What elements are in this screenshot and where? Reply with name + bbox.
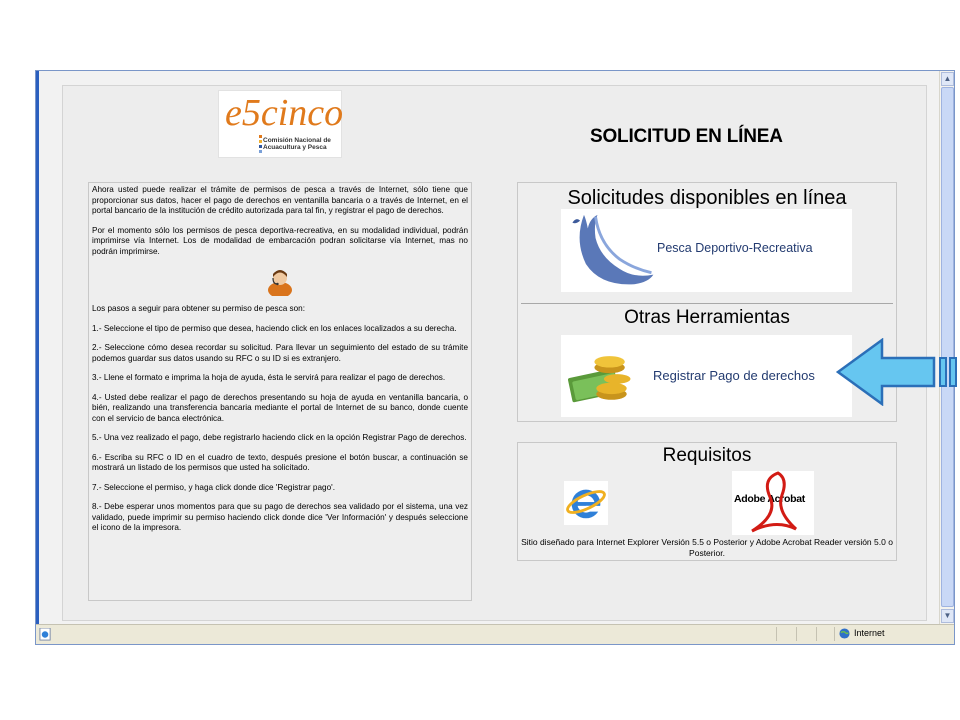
logo-subtitle: Comisión Nacional de Acuacultura y Pesca [263, 137, 331, 151]
online-heading: Solicitudes disponibles en línea [567, 187, 847, 209]
panel-divider [521, 303, 893, 304]
logo-brand: e5cinco [225, 92, 344, 134]
fish-icon [565, 211, 655, 291]
registrar-pago-link[interactable] [561, 335, 852, 417]
step-5: 5.- Una vez realizado el pago, debe registrarlo haciendo click en la opción Registrar Pago de derechos. [92, 433, 467, 442]
status-cell-2 [796, 627, 815, 641]
requirements-heading: Requisitos [662, 445, 752, 466]
requirements-text: Sitio diseñado para Internet Explorer Versión 5.5 o Posterior y Adobe Acrobat Reader versión 5.0 o Posterior. [521, 537, 893, 558]
registrar-pago-label: Registrar Pago de derechos [653, 368, 815, 383]
status-bar [36, 624, 954, 644]
step-1: 1.- Seleccione el tipo de permiso que desea, haciendo click en los enlaces localizados a su derecha. [92, 323, 457, 333]
page-container [62, 85, 927, 621]
steps-heading: Los pasos a seguir para obtener su permiso de pesca son: [92, 304, 306, 313]
browser-window [35, 70, 955, 645]
status-cell-3 [816, 627, 835, 641]
requirements-panel [517, 442, 897, 561]
intro-paragraph-2: Por el momento sólo los permisos de pesca deportiva-recreativa, en su modalidad individual, podrán imprimirse vía Internet. Los de modalidad de embarcación podran solicitarse vía Internet, mas no podrán imprimirse. [92, 225, 468, 256]
logo-dots-icon [259, 135, 262, 155]
conapesca-logo [218, 90, 342, 158]
pesca-deportivo-label: Pesca Deportivo-Recreativa [657, 241, 813, 255]
zone-label: Internet [854, 628, 885, 638]
status-cell-zone [834, 627, 955, 641]
globe-icon [839, 628, 850, 639]
pesca-deportivo-link[interactable] [561, 209, 852, 292]
step-4: 4.- Usted debe realizar el pago de derechos presentando su hoja de ayuda en ventanilla bancaria, o bién, realizando una transferencia bancaria mediante el portal de Internet de su banco, donde cuente con el servicio de banca electrónica. [92, 392, 468, 423]
scroll-up-button[interactable]: ▲ [941, 72, 954, 86]
page-viewport [39, 71, 939, 624]
status-cell-1 [776, 627, 795, 641]
tools-heading: Otras Herramientas [624, 307, 790, 328]
scroll-down-button[interactable]: ▼ [941, 609, 954, 623]
step-8: 8.- Debe esperar unos momentos para que su pago de derechos sea validado por el sistema, una vez validado, puede imprimir su permiso haciendo click donde dice 'Ver Información' y después seleccione el icono de la impresora. [92, 502, 468, 532]
step-7: 7.- Seleccione el permiso, y haga click donde dice 'Registrar pago'. [92, 482, 335, 492]
ie-page-icon [39, 628, 52, 641]
money-icon [563, 339, 641, 415]
acrobat-symbol-icon [732, 471, 814, 535]
intro-paragraph-1: Ahora usted puede realizar el trámite de permisos de pesca a través de Internet, sólo tiene que proporcionar sus datos, hacer el pago de derechos en ventanilla bancaria o a través de Internet, en el portal bancario de la institución de crédito autorizada para tal fin, y registrar el pago de derechos. [92, 185, 468, 215]
step-3: 3.- Llene el formato e imprima la hoja de ayuda, ésta le servirá para realizar el pago de derechos. [92, 373, 446, 382]
internet-explorer-icon [563, 481, 609, 525]
adobe-acrobat-icon [732, 471, 814, 535]
page-title: SOLICITUD EN LÍNEA [590, 126, 783, 147]
step-2: 2.- Seleccione cómo desea recordar su solicitud. Para llevar un seguimiento del estado de su trámite podemos guardar sus datos usando su RFC o su ID si es extranjero. [92, 343, 468, 363]
agent-icon [265, 266, 295, 296]
instructions-panel [88, 182, 472, 601]
blue-arrow-icon [836, 338, 960, 406]
step-6: 6.- Escriba su RFC o ID en el cuadro de texto, después presione el botón buscar, a continuación se mostrará un listado de los permisos que usted ha solicitado. [92, 452, 468, 472]
adobe-acrobat-wordmark: Adobe Acrobat [734, 493, 805, 505]
